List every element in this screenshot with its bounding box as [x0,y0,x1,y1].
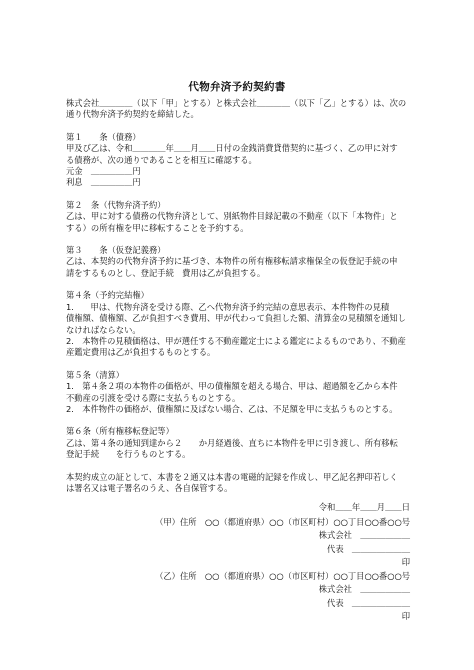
intro-line: 通り代物弁済予約契約を締結した。 [66,109,199,120]
document-title: 代物弁済予約契約書 [188,81,286,93]
article-3-heading: 第３ 条（仮登記義務） [66,245,166,256]
article-6-line: 乙は、第４条の通知到達から２ か月経過後、直ちに本物件を甲に引き渡し、所有移転 [66,437,398,448]
intro-line: 株式会社＿＿＿＿（以下「甲」とする）と株式会社＿＿＿＿（以下「乙」とする）は、次の [66,98,407,108]
article-5-line: 1. 第４条２項の本物件の価格が、甲の債権額を超える場合、甲は、超過額を乙から本件 [66,381,398,392]
article-1-line: る債務が、次の通りであることを相互に確認する。 [66,154,257,165]
article-2-line: する）の所有権を甲に移転することを予約する。 [66,222,249,233]
article-4-line: 産鑑定費用は乙が負担するものとする。 [66,347,216,358]
article-2-line: 乙は、甲に対する債務の代物弁済として、別紙物件目録記載の不動産（以下「本物件」と [66,211,398,222]
party-otsu-address: （乙）住所 ○○（都道府県）○○（市区町村）○○丁目○○番○○号 [155,570,410,581]
article-5-line: 2. 本件物件の価格が、債権額に及ばない場合、乙は、不足額を甲に支払うものとする。 [66,403,398,414]
article-1-heading: 第１ 条（債務） [66,131,141,142]
closing-line: は署名又は電子署名のうえ、各自保管する。 [66,482,233,493]
party-kou-company: 株式会社 ＿＿＿＿＿＿ [318,530,410,540]
article-5-heading: 第５条（清算） [66,369,125,380]
party-otsu-representative: 代表 ＿＿＿＿＿＿＿ [327,597,410,608]
article-4-line: 2. 本物件の見積価格は、甲が選任する不動産鑑定士による鑑定によるものであり、不動産 [66,335,406,346]
signature-block [66,501,410,624]
closing-line: 本契約成立の証として、本書を２通又は本書の電磁的記録を作成し、甲乙記名押印若しく [66,471,398,482]
article-3-line: 乙は、本契約の代物弁済予約に基づき、本物件の所有権移転請求権保全の仮登記手続の申 [66,256,398,267]
principal-line: 元金 ＿＿＿＿＿円 [66,166,141,177]
article-4-line: なければならない。 [66,324,141,335]
party-kou-seal: 印 [401,557,410,567]
party-kou-representative: 代表 ＿＿＿＿＿＿＿ [327,543,410,554]
party-kou-address: （甲）住所 ○○（都道府県）○○（市区町村）○○丁目○○番○○号 [155,516,410,527]
interest-line: 利息 ＿＿＿＿＿円 [66,177,141,188]
signature-date: 令和＿＿年＿＿月＿＿日 [318,502,410,512]
document-body [66,98,410,494]
article-6-line: 登記手続 を行うものとする。 [66,449,191,460]
article-5-line: 不動産の引渡を受ける際に支払うものとする。 [66,392,241,403]
article-1-line: 甲及び乙は、令和＿＿＿＿年＿＿月＿＿日付の金銭消費貸借契約に基づく、乙の甲に対す [66,143,398,154]
article-2-heading: 第２ 条（代物弁済予約） [66,199,166,210]
article-4-line: 債権額、債権額、乙が負担すべき費用、甲が代わって負担した額、清算金の見積額を通知し [66,313,406,324]
article-4-heading: 第４条（予約完結権） [66,290,149,301]
article-6-heading: 第６条（所有権移転登記等） [66,426,174,437]
party-otsu-seal: 印 [401,611,410,621]
article-4-line: 1. 甲は、代物弁済を受ける際、乙へ代物弁済予約完結の意思表示、本件物件の見積 [66,301,390,312]
article-3-line: 請をするものとし、登記手続 費用は乙が負担する。 [66,267,266,278]
party-otsu-company: 株式会社 ＿＿＿＿＿＿ [318,584,410,594]
